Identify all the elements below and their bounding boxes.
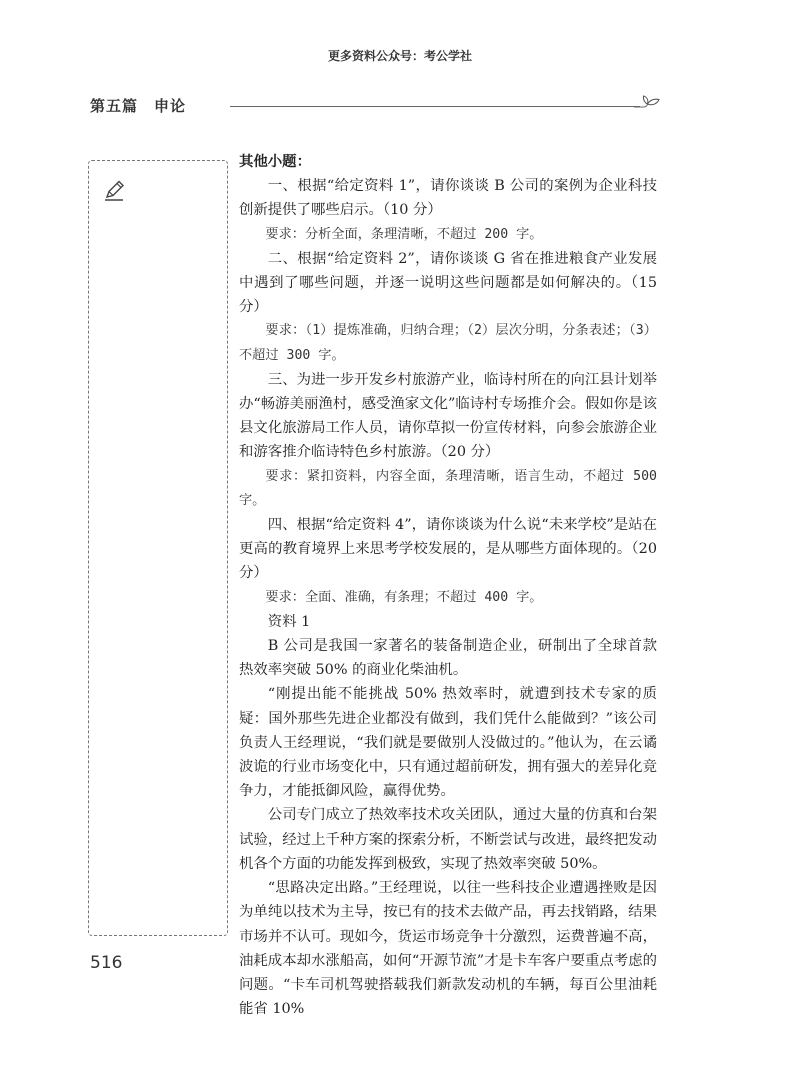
paragraph: 要求：全面、准确，有条理；不超过 400 字。 (265, 589, 543, 605)
sprout-icon (634, 94, 662, 116)
paragraph: 四、根据“给定资料 4”，请你谈谈为什么说“未来学校”是站在更高的教育境界上来思考学校发展的，是从哪些方面体现的。（20 分） (239, 517, 657, 582)
paragraph: 要求：分析全面，条理清晰，不超过 200 字。 (265, 226, 543, 242)
paragraph: 二、根据“给定资料 2”，请你谈谈 G 省在推进粮食产业发展中遇到了哪些问题，并逐一说明这些问题都是如何解决的。（15 分） (239, 250, 657, 316)
paragraph: 其他小题： (239, 153, 311, 170)
paragraph: 资料 1 (267, 613, 311, 630)
paragraph: 公司专门成立了热效率技术攻关团队，通过大量的仿真和台架试验，经过上千种方案的探索分析，不断尝试与改进，最终把发动机各个方面的功能发挥到极致，实现了热效率突破 50%。 (239, 807, 657, 872)
section-header (90, 94, 662, 118)
paragraph: 一、根据“给定资料 1”，请你谈谈 B 公司的案例为企业科技创新提供了哪些启示。（10 分） (239, 178, 657, 219)
paragraph: 三、为进一步开发乡村旅游产业，临诗村所在的向江县计划举办“畅游美丽渔村，感受渔家文化”临诗村专场推介会。假如你是该县文化旅游局工作人员，请你草拟一份宣传材料，向参会旅游企业和游客推介临诗特色乡村旅游。（20 分） (239, 371, 657, 461)
section-title: 第五篇 申论 (90, 97, 187, 115)
pencil-icon (103, 178, 127, 202)
paragraph: “刚提出能不能挑战 50% 热效率时，就遭到技术专家的质疑：国外那些先进企业都没有做到，我们凭什么能做到？”该公司负责人王经理说，“我们就是要做别人没做过的。”他认为，在云谲波诡的行业市场变化中，只有通过超前研发，拥有强大的差异化竞争力，才能抵御风险，赢得优势。 (239, 686, 657, 800)
paragraph: “思路决定出路。”王经理说，以往一些科技企业遭遇挫败是因为单纯以技术为主导，按已有的技术去做产品，再去找销路，结果市场并不认可。现如今，货运市场竞争十分激烈，运费普遍不高，油耗成本却水涨船高，如何“开源节流”才是卡车客户要重点考虑的问题。“卡车司机驾驶搭载我们新款发动机的车辆，每百公里油耗能省 10% (239, 880, 657, 1018)
notes-sidebar (88, 160, 228, 936)
header-rule (230, 106, 640, 107)
document-content (239, 150, 657, 1021)
top-banner: 更多资料公众号：考公学社 (327, 49, 472, 63)
paragraph: 要求：紧扣资料，内容全面，条理清晰，语言生动，不超过 500 字。 (239, 468, 657, 508)
paragraph: 要求：（1）提炼准确，归纳合理；（2）层次分明，分条表述；（3）不超过 300 字。 (239, 323, 657, 363)
page-number: 516 (90, 953, 123, 973)
paragraph: B 公司是我国一家著名的装备制造企业，研制出了全球首款热效率突破 50% 的商业化柴油机。 (239, 638, 657, 679)
